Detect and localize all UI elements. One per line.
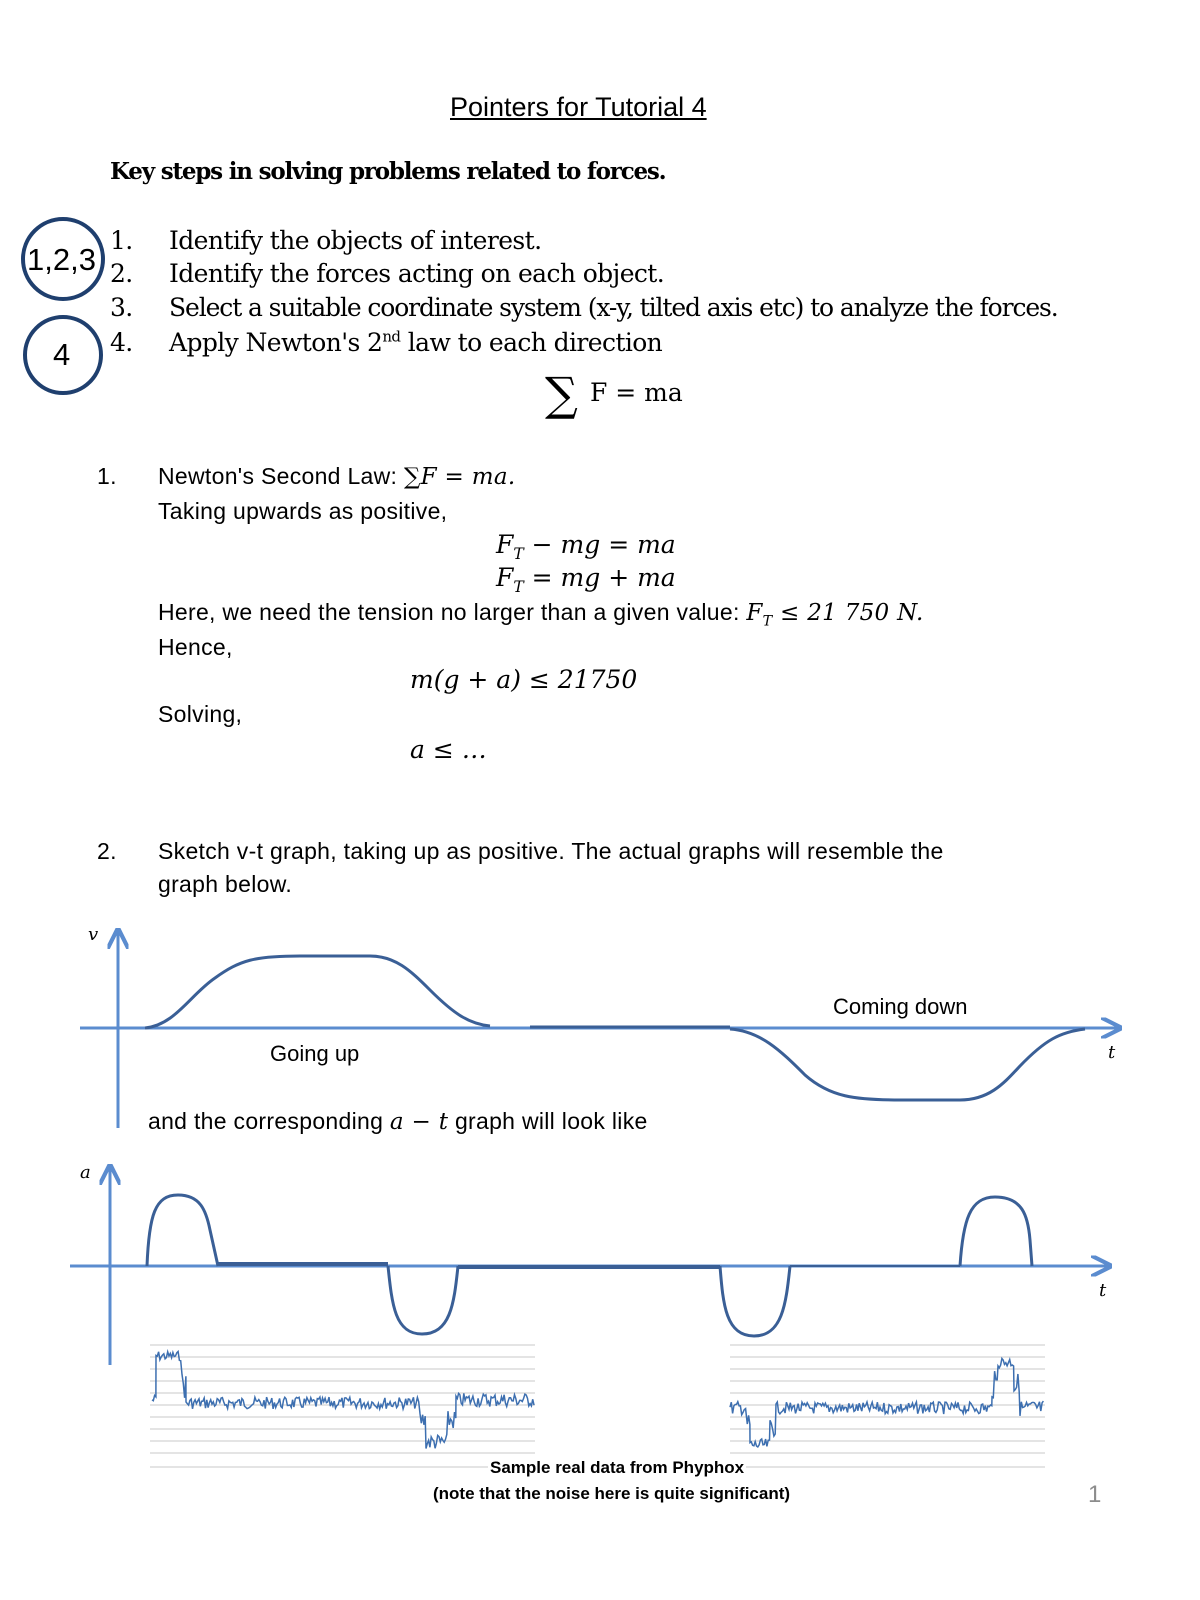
step-2-text: Identify the forces acting on each object. [169,259,665,288]
q1-line-1-text: Newton's Second Law: [158,463,404,489]
circle-label-2: 4 [53,337,71,372]
at-pulse-4 [960,1197,1032,1266]
phyphox-noise-left [152,1352,534,1449]
q2-line-2: graph below. [158,871,293,897]
q1-eq1-f: F [496,530,514,559]
q1-eq1-sub: T [513,545,524,563]
circle-label-1: 1,2,3 [27,242,96,277]
step-3-number: 3. [110,293,133,322]
at-caption-suffix: graph will look like [448,1108,648,1134]
section-heading: Key steps in solving problems related to forces. [110,158,666,185]
step-2-number: 2. [110,259,133,288]
at-caption-equation: a − t [389,1109,449,1135]
at-y-axis-label: a [80,1162,91,1183]
step-4-text-start: Apply Newton's 2 [169,328,383,357]
newton-sigma: ∑ [545,367,578,421]
at-pulse-2 [388,1266,458,1334]
vt-label-going-up: Going up [270,1041,360,1066]
newton-equation: F = ma [590,378,683,407]
step-4-superscript: nd [382,327,401,346]
vt-y-axis-label: v [88,924,99,945]
sample-caption-line-1: Sample real data from Phyphox [490,1458,745,1477]
q1-line-3-eq-f: F [746,600,763,626]
q1-eq2-f: F [496,563,514,592]
step-1-number: 1. [110,226,133,255]
q1-number: 1. [97,463,117,489]
q2-number: 2. [97,838,117,864]
at-pulse-1 [147,1195,218,1266]
at-pulse-3 [720,1266,790,1336]
q1-eq2-sub: T [513,578,524,596]
step-3-text: Select a suitable coordinate system (x-y, tilted axis etc) to analyze the forces. [169,293,1058,322]
q1-line-1-equation: ∑F = ma. [403,464,516,490]
step-1-text: Identify the objects of interest. [169,226,542,255]
q1-eq2-rest: = mg + ma [523,563,676,592]
q1-line-4: Hence, [158,634,233,660]
q1-line-5: Solving, [158,701,243,727]
vt-x-axis-label: t [1108,1042,1116,1063]
step-4-number: 4. [110,328,133,357]
sample-caption-line-2: (note that the noise here is quite significant) [433,1484,791,1503]
at-caption [148,1108,648,1135]
vt-curve-up [145,956,490,1028]
q1-eq1-rest: − mg = ma [523,530,676,559]
at-x-axis-label: t [1099,1280,1107,1301]
q1-line-3-text: Here, we need the tension no larger than a given value: [158,599,747,625]
q1-equation-4: a ≤ … [410,735,487,764]
vt-label-coming-down: Coming down [833,994,968,1019]
q1-line-3-eq-rest: ≤ 21 750 N. [772,600,924,626]
q1-line-3-eq-sub: T [762,613,773,630]
vt-curve-down [730,1029,1085,1100]
phyphox-noise-right [730,1359,1043,1447]
page-title: Pointers for Tutorial 4 [450,92,707,122]
step-4-text-end: law to each direction [400,328,663,357]
at-caption-prefix: and the corresponding [148,1108,390,1134]
q2-line-1: Sketch v-t graph, taking up as positive. The actual graphs will resemble the [158,838,944,864]
page-number: 1 [1088,1481,1102,1508]
q1-line-2: Taking upwards as positive, [158,498,448,524]
q1-equation-3: m(g + a) ≤ 21750 [410,665,638,694]
